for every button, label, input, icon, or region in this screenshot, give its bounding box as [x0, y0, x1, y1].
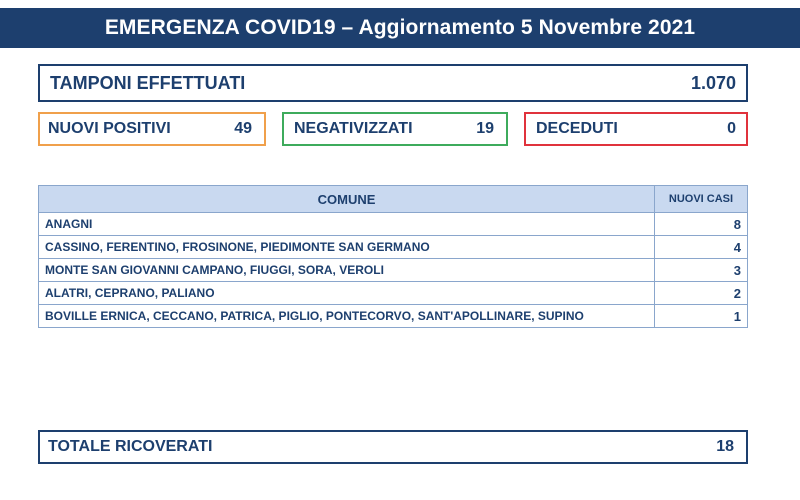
comune-cell: ANAGNI — [39, 213, 655, 236]
deceduti-box — [524, 112, 748, 146]
nuovi-positivi-box — [38, 112, 266, 146]
totale-ricoverati-box — [38, 430, 748, 464]
table-row — [39, 305, 748, 328]
totale-ricoverati-value: 18 — [716, 438, 734, 455]
negativizzati-value: 19 — [476, 120, 494, 137]
nuovi-casi-cell: 4 — [655, 236, 748, 259]
tamponi-box — [38, 64, 748, 102]
tamponi-value: 1.070 — [690, 72, 736, 93]
comune-cell: ALATRI, CEPRANO, PALIANO — [39, 282, 655, 305]
nuovi-casi-cell: 3 — [655, 259, 748, 282]
nuovi-positivi-label: NUOVI POSITIVI — [48, 120, 171, 137]
nuovi-casi-cell: 2 — [655, 282, 748, 305]
deceduti-label: DECEDUTI — [536, 120, 618, 137]
table-header-row — [39, 186, 748, 213]
comune-cell: BOVILLE ERNICA, CECCANO, PATRICA, PIGLIO, PONTECORVO, SANT'APOLLINARE, SUPINO — [39, 305, 655, 328]
nuovi-casi-cell: 8 — [655, 213, 748, 236]
table-row — [39, 213, 748, 236]
column-header-nuovi-casi: NUOVI CASI — [655, 186, 748, 213]
table-row — [39, 259, 748, 282]
nuovi-casi-cell: 1 — [655, 305, 748, 328]
tamponi-label: TAMPONI EFFETTUATI — [50, 72, 246, 93]
negativizzati-label: NEGATIVIZZATI — [294, 120, 413, 137]
column-header-comune: COMUNE — [39, 186, 655, 213]
totale-ricoverati-label: TOTALE RICOVERATI — [48, 438, 213, 455]
cases-table — [38, 185, 748, 328]
table-row — [39, 236, 748, 259]
comune-cell: MONTE SAN GIOVANNI CAMPANO, FIUGGI, SORA, VEROLI — [39, 259, 655, 282]
table-row — [39, 282, 748, 305]
comune-cell: CASSINO, FERENTINO, FROSINONE, PIEDIMONTE SAN GERMANO — [39, 236, 655, 259]
nuovi-positivi-value: 49 — [234, 120, 252, 137]
negativizzati-box — [282, 112, 508, 146]
page-title: EMERGENZA COVID19 – Aggiornamento 5 Novembre 2021 — [0, 8, 800, 48]
deceduti-value: 0 — [727, 120, 736, 137]
